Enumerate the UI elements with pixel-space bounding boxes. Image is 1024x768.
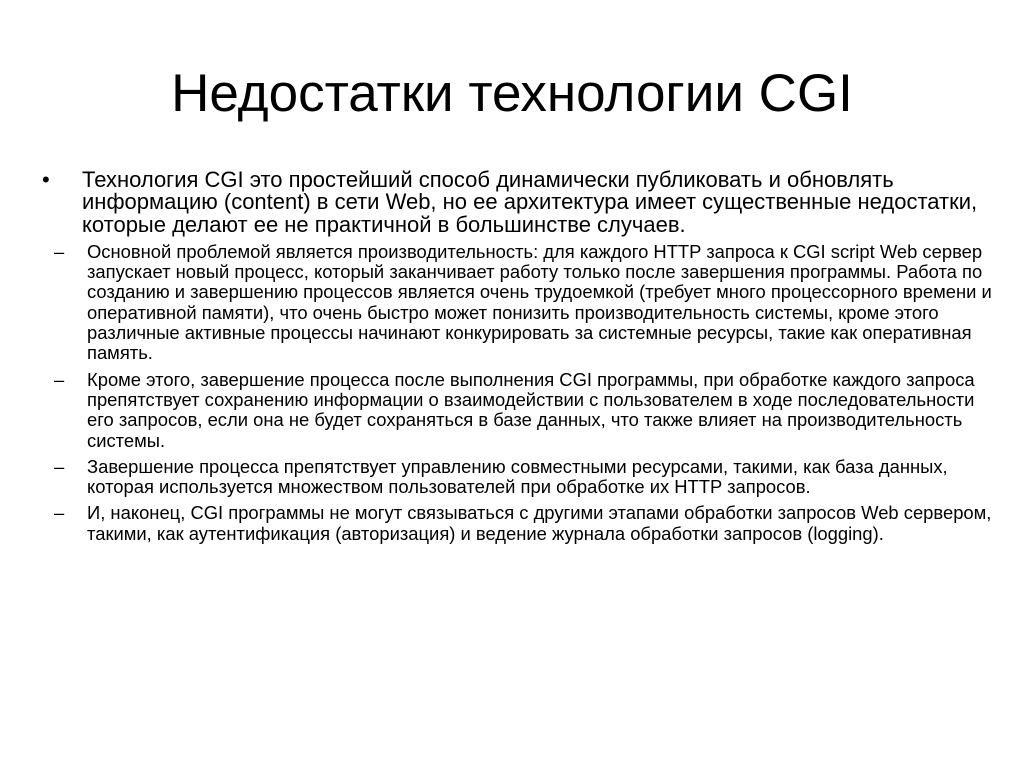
sub-points-container xyxy=(42,242,992,544)
sub-point-2 xyxy=(54,370,1004,451)
sub-points-list xyxy=(54,242,1004,544)
dash-icon: – xyxy=(54,240,65,262)
slide-body xyxy=(42,169,992,550)
dash-icon: – xyxy=(54,455,65,477)
dash-icon: – xyxy=(54,368,65,390)
sub-point-text: Кроме этого, завершение процесса после выполнения CGI программы, при обработке каждого запроса препятствует сохранению информации о взаимодействии с пользователем в ходе последовательности его запросов, если она не будет сохраняться в базе данных, что также влияет на производительность системы. xyxy=(87,368,975,451)
sub-point-4 xyxy=(54,503,1004,544)
sub-point-text: Завершение процесса препятствует управлению совместными ресурсами, такими, как база данных, которая используется множеством пользователей при обработке их HTTP запросов. xyxy=(87,455,948,498)
dash-icon: – xyxy=(54,502,65,524)
bullet-icon: • xyxy=(42,167,50,192)
sub-point-text: Основной проблемой является производительность: для каждого HTTP запроса к CGI script Web сервер запускает новый процесс, который заканчивает работу только после завершения программы. Работа по созданию и завершению процессов является очень трудоемкой (требует много процессорного времени и оперативной памяти), что очень быстро может понизить производительность системы, кроме этого различные активные процессы начинают конкурировать за системные ресурсы, такие как оперативная память. xyxy=(87,240,992,364)
slide-title: Недостатки технологии CGI xyxy=(171,64,853,123)
main-point-text: Технология CGI это простейший способ динамически публиковать и обновлять информацию (content) в сети Web, но ее архитектура имеет существенные недостатки, которые делают ее не практичной в большинстве случаев. xyxy=(82,167,978,237)
main-bullet-point xyxy=(42,169,992,236)
sub-point-3 xyxy=(54,457,1004,498)
sub-point-text: И, наконец, CGI программы не могут связываться с другими этапами обработки запросов Web сервером, такими, как аутентификация (авторизация) и ведение журнала обработки запросов (logging). xyxy=(87,502,992,544)
sub-point-1 xyxy=(54,242,1004,364)
